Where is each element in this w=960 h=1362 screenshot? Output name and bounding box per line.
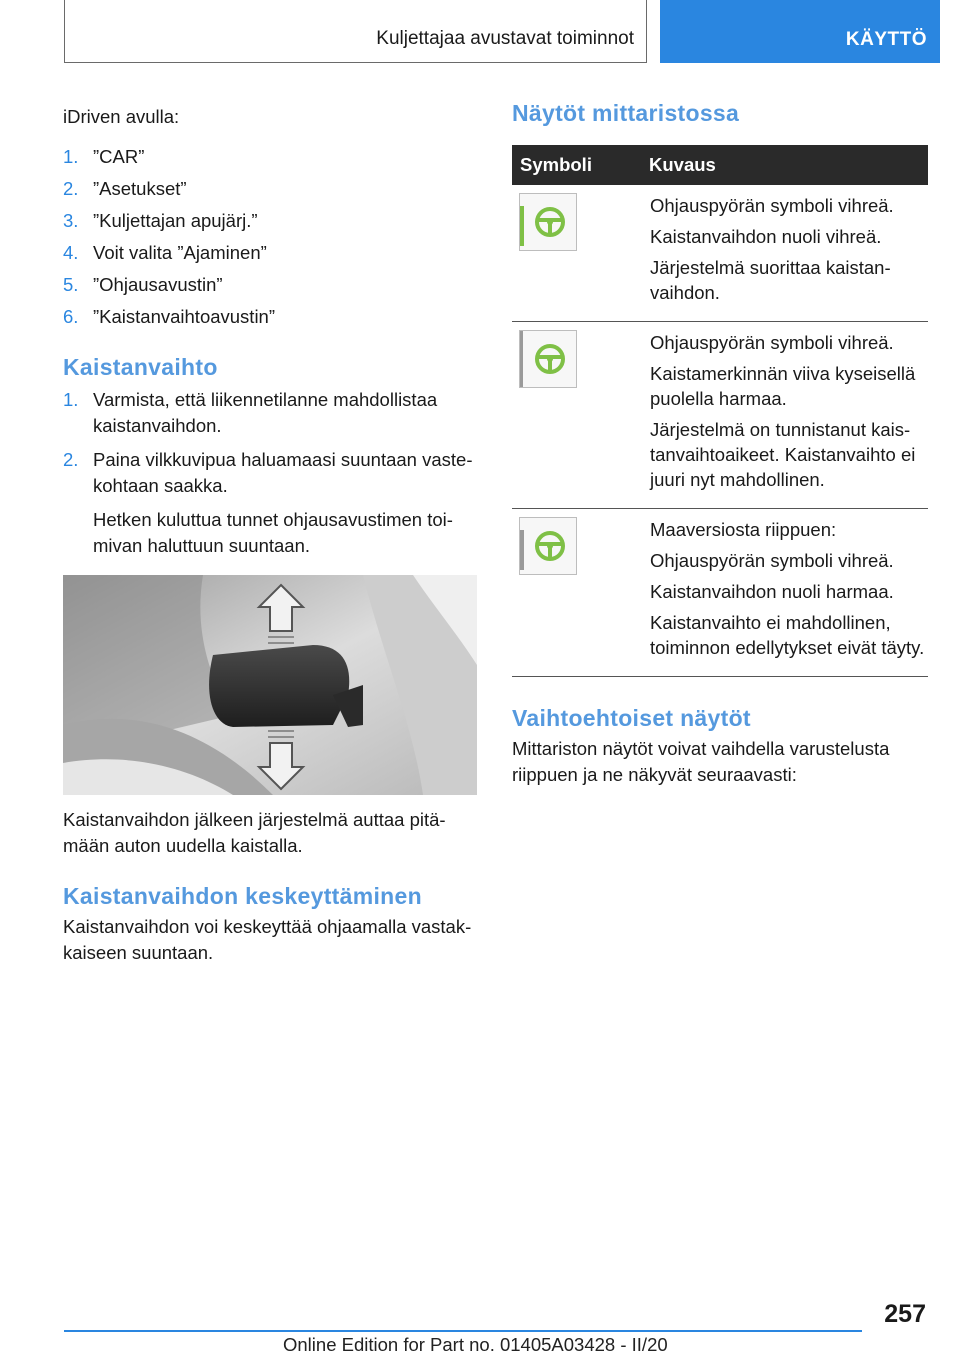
description-line: Kaistanvaihdon nuoli vihreä. xyxy=(650,226,882,247)
table-row xyxy=(512,185,928,322)
description-line: Järjestelmä suorittaa kaistanvaihdon. xyxy=(650,257,891,303)
turn-signal-lever-image xyxy=(63,575,477,795)
description-line: Järjestelmä on tunnistanut kaistanvaihtoaikeet. Kaistanvaihto ei juuri nyt mahdollinen. xyxy=(650,419,916,490)
list-item: 1. Varmista, että liikennetilanne mahdollistaa kaistanvaihdon. xyxy=(63,389,438,436)
column-header-description: Kuvaus xyxy=(641,145,928,185)
idrive-intro: iDriven avulla: xyxy=(63,106,180,127)
table-row xyxy=(512,322,928,509)
description-line: Maaversiosta riippuen: xyxy=(650,519,837,540)
displays-heading: Näytöt mittaristossa xyxy=(512,100,740,126)
lane-step-note: Hetken kuluttua tunnet ohjausavustimen toimivan haluttuun suuntaan. xyxy=(93,509,453,556)
left-column xyxy=(63,104,477,966)
after-image-text: Kaistanvaihdon jälkeen järjestelmä auttaa pitämään auton uudella kaistalla. xyxy=(63,809,446,856)
page-number: 257 xyxy=(884,1300,926,1328)
steering-wheel-green-icon xyxy=(519,517,577,575)
section-tab-label: KÄYTTÖ xyxy=(845,29,927,50)
list-item: 1. ”CAR” xyxy=(63,146,145,167)
section-tab xyxy=(660,0,940,63)
lane-change-steps xyxy=(63,387,477,499)
footer-divider xyxy=(64,1330,862,1332)
steering-wheel-green-icon xyxy=(519,330,577,388)
list-item: 2. ”Asetukset” xyxy=(63,178,187,199)
edition-text: Online Edition for Part no. 01405A03428 - II/20 xyxy=(283,1334,668,1355)
right-column xyxy=(512,100,928,788)
description-line: Kaistanvaihdon nuoli harmaa. xyxy=(650,581,894,602)
cancel-text: Kaistanvaihdon voi keskeyttää ohjaamalla vastakkaiseen suuntaan. xyxy=(63,916,472,963)
idrive-steps xyxy=(63,144,477,330)
list-item: 2. Paina vilkkuvipua haluamaasi suuntaan vastekohtaan saakka. xyxy=(63,449,473,496)
list-item: 5. ”Ohjausavustin” xyxy=(63,274,223,295)
lane-change-heading: Kaistanvaihto xyxy=(63,354,218,380)
list-item: 3. ”Kuljettajan apujärj.” xyxy=(63,210,258,231)
list-item: 4. Voit valita ”Ajaminen” xyxy=(63,242,267,263)
table-header-row xyxy=(512,145,928,185)
alt-displays-text: Mittariston näytöt voivat vaihdella varustelusta riippuen ja ne näkyvät seuraavasti: xyxy=(512,738,890,785)
turn-signal-lever-illustration xyxy=(63,575,477,795)
steering-wheel-green-icon xyxy=(519,193,577,251)
description-line: Ohjauspyörän symboli vihreä. xyxy=(650,550,894,571)
column-header-symbol: Symboli xyxy=(512,145,641,185)
header-box xyxy=(64,0,647,63)
symbol-table xyxy=(512,145,928,677)
chapter-title: Kuljettajaa avustavat toiminnot xyxy=(376,28,634,49)
description-line: Ohjauspyörän symboli vihreä. xyxy=(650,332,894,353)
alt-displays-heading: Vaihtoehtoiset näytöt xyxy=(512,705,751,731)
description-line: Ohjauspyörän symboli vihreä. xyxy=(650,195,894,216)
list-item: 6. ”Kaistanvaihtoavustin” xyxy=(63,306,276,327)
table-row xyxy=(512,509,928,677)
cancel-heading: Kaistanvaihdon keskeyttäminen xyxy=(63,883,422,909)
description-line: Kaistamerkinnän viiva kyseisellä puolella harmaa. xyxy=(650,363,916,409)
description-line: Kaistanvaihto ei mahdollinen, toiminnon edellytykset eivät täyty. xyxy=(650,612,925,658)
